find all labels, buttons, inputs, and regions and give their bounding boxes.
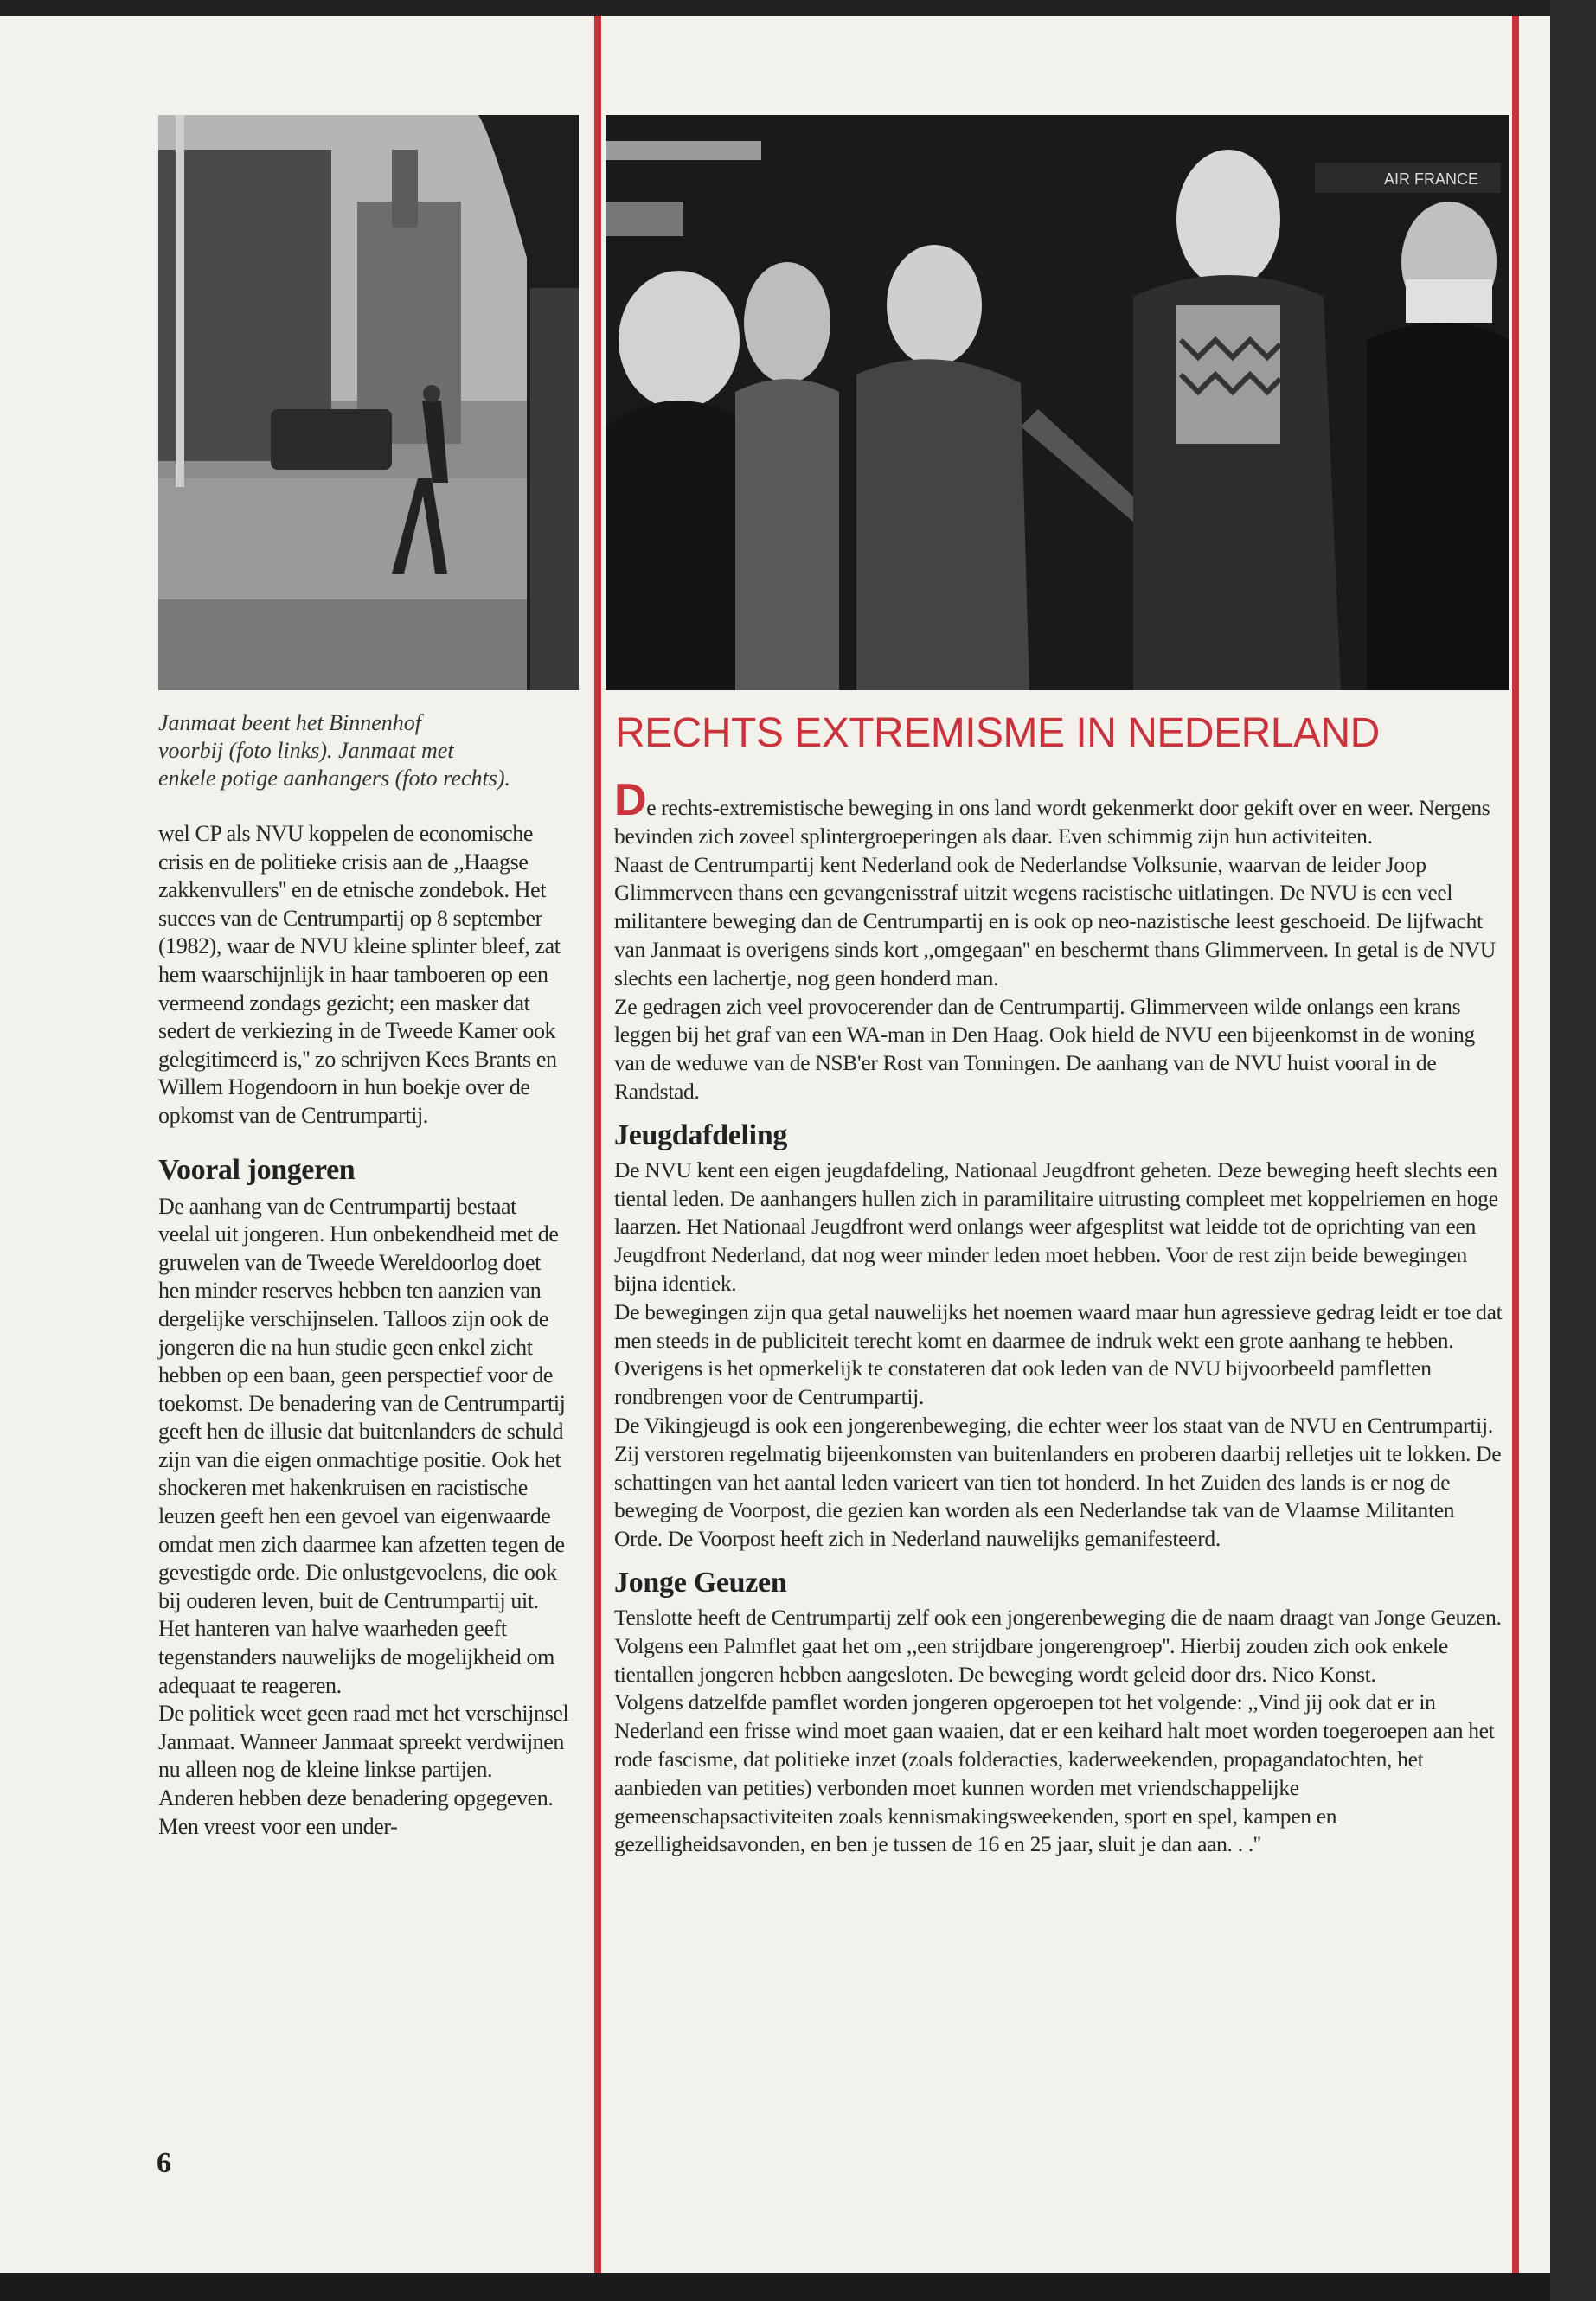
caption-line: Janmaat beent het Binnenhof [158,710,421,735]
subheading-jonge-geuzen: Jonge Geuzen [614,1566,787,1599]
left-column [158,820,569,1841]
photo-caption [158,709,586,792]
dropcap: D [614,775,647,825]
air-france-sign: AIR FRANCE [1384,170,1479,188]
caption-line: enkele potige aanhangers (foto rechts). [158,766,510,791]
article-paragraph: Naast de Centrumpartij kent Nederland ook de Nederlandse Volksunie, waarvan de leider Joop Glimmerveen thans een gevangenisstraf uitzit wegens racistische uitlatingen. De NVU is een veel militantere beweging dan de Centrumpartij en is ook op neo-nazistische leest geschoeid. De lijfwacht van Janmaat is overigens sinds kort ,,omgegaan'' en beschermt thans Glimmerveen. In getal is de NVU slechts een lachertje, nog geen honderd man. [614,851,1497,990]
red-column-rule-right [1512,16,1519,2273]
scan-edge-bottom [0,2273,1596,2301]
article-intro-paragraph [614,775,1505,851]
caption-line: voorbij (foto links). Janmaat met [158,738,454,763]
left-intro-paragraph: wel CP als NVU koppelen de economische crisis en de politieke crisis aan de ,,Haagse zakkenvullers'' en de etnische zondebok. Het succes van de Centrumpartij op 8 september (1982), waar de NVU kleine splinter bleef, zat hem waarschijnlijk in haar tamboeren op een vermeend zondags gezicht; een masker dat sedert de verkiezing in de Tweede Kamer ook gelegitimeerd is,'' zo schrijven Kees Brants en Willem Hogendoorn in hun boekje over de opkomst van de Centrumpartij. [158,821,561,1128]
photo-supporters-image [606,115,1509,690]
article-paragraph: De Vikingjeugd is ook een jongerenbeweging, die echter weer los staat van de NVU en Centrumpartij. Zij verstoren regelmatig bijeenkomsten van buitenlanders en proberen daarbij relletjes uit te lokken. De schattingen van het aantal leden varieert van tien tot honderd. In het Zuiden des lands is er nog de beweging de Voorpost, die gezien kan worden als een Nederlandse tak van de Vlaamse Militanten Orde. De Voorpost heeft zich in Nederland nauwelijks gemanifesteerd. [614,1412,1502,1552]
article-paragraph: Volgens datzelfde pamflet worden jongeren opgeroepen tot het volgende: ,,Vind jij ook dat er in Nederland een frisse wind moet gaan waaien, dat er een keihard halt moet worden toegeroepen aan het rode fascisme, dat politieke inzet (zoals folderacties, kaderweekenden, propagandatochten, het aanbieden van petities) verbonden moet kunnen worden met vriendschappelijke gemeenschapsactiviteiten zoals kennismakingsweekenden, sport en spel, kampen en gezelligheidsavonden, en ben je tussen de 16 en 25 jaar, sluit je dan aan. . .'' [614,1689,1495,1857]
red-column-rule-left [594,16,601,2273]
intro-text: e rechts-extremistische beweging in ons land wordt gekenmerkt door gekift over en weer. Nergens bevinden zich zoveel splintergroeperingen als daar. Even schimmig zijn hun activiteiten. [614,795,1490,849]
left-paragraph: De aanhang van de Centrumpartij bestaat veelal uit jongeren. Hun onbekendheid met de gruwelen van de Tweede Wereldoorlog doet hen minder reserves hebben ten aanzien van dergelijke verschijnselen. Talloos zijn ook de jongeren die na hun studie geen enkel zicht hebben op een baan, geen perspectief voor de toekomst. De benadering van de Centrumpartij geeft hen de illusie dat buitenlanders de schuld zijn van die eigen onmachtige positie. Ook het shockeren met hakenkruisen en racistische leuzen geeft hen een gevoel van eigenwaarde omdat men zich daarmee kan afzetten tegen de gevestigde orde. Die onlustgevoelens, die ook bij ouderen leven, buit de Centrumpartij uit. Het hanteren van halve waarheden geeft tegenstanders nauwelijks de mogelijkheid om adequaat te reageren. [158,1193,566,1698]
scan-edge-top [0,0,1596,16]
article-paragraph: De NVU kent een eigen jeugdafdeling, Nationaal Jeugdfront geheten. Deze beweging heeft slechts een tiental leden. De aanhangers hullen zich in paramilitaire uitrusting compleet met koppelriemen en hoge laarzen. Het Nationaal Jeugdfront werd onlangs weer afgesplitst wat leidde tot de oprichting van een Jeugdfront Nederland, dat nog weer minder leden moet hebben. Voor de rest zijn beide bewegingen bijna identiek. [614,1157,1498,1296]
left-paragraph: De politiek weet geen raad met het verschijnsel Janmaat. Wanneer Janmaat spreekt verdwijnen nu alleen nog de kleine linkse partijen. Anderen hebben deze benadering opgegeven. Men vreest voor een under- [158,1701,569,1839]
photo-binnenhof [158,115,579,690]
photo-binnenhof-image [158,115,579,690]
article-paragraph: Ze gedragen zich veel provocerender dan de Centrumpartij. Glimmerveen wilde onlangs een krans leggen bij het graf van een WA-man in Den Haag. Ook hield de NVU een bijeenkomst in de woning van de weduwe van de NSB'er Rost van Tonningen. De aanhang van de NVU huist vooral in de Randstad. [614,993,1475,1104]
article-paragraph: Tenslotte heeft de Centrumpartij zelf ook een jongerenbeweging die de naam draagt van Jonge Geuzen. Volgens een Palmflet gaat het om ,,een strijdbare jongerengroep''. Hierbij zouden zich ook enkele tientallen jongeren hebben aangesloten. De beweging wordt geleid door drs. Nico Konst. [614,1604,1502,1687]
article-paragraph: De bewegingen zijn qua getal nauwelijks het noemen waard maar hun agressieve gedrag leidt er toe dat men steeds in de publiciteit terecht komt en daarmee de indruk wekt een grote aanhang te hebben. Overigens is het opmerkelijk te constateren dat ook leden van de NVU bijvoorbeeld pamfletten rondbrengen voor de Centrumpartij. [614,1298,1503,1410]
scan-edge-right [1550,0,1596,2301]
photo-janmaat-supporters [606,115,1509,690]
page-number: 6 [157,2147,171,2179]
right-column [614,775,1505,1859]
subheading-vooral-jongeren: Vooral jongeren [158,1153,356,1186]
article-headline: RECHTS EXTREMISME IN NEDERLAND [615,710,1380,756]
subheading-jeugdafdeling: Jeugdafdeling [614,1118,788,1151]
